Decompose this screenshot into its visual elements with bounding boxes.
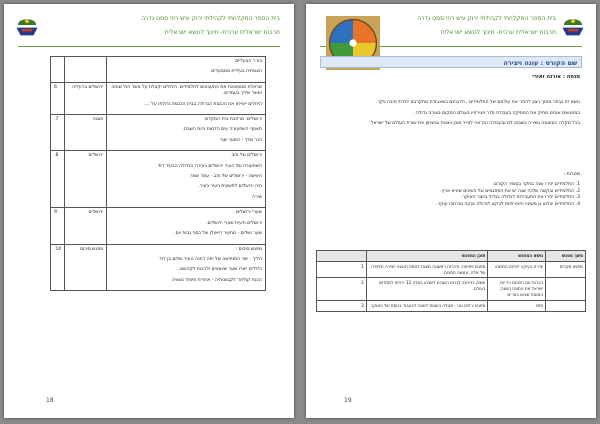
table-row	[51, 115, 266, 151]
header-school-name: בית הספר המקלחתי לקהילתי ירוק עיש רוזי סמט גדרה	[417, 15, 556, 22]
table-row	[51, 151, 266, 208]
row-content-line: שערי ירושלים	[235, 210, 262, 216]
table-row	[51, 82, 266, 114]
row-content-line: הילדים ייצרו שער שיוצאים ולרבות לקהשם.	[178, 267, 262, 273]
intro-text	[324, 100, 580, 132]
row-location: חצגה	[65, 115, 107, 151]
school-logo	[560, 12, 586, 38]
table-row	[317, 261, 586, 278]
goal-item: 4. התלמידים יבלטו גן משינוי היצירתיות לבקש לגדולה אוקה ומרחבו עוקר.	[436, 201, 580, 207]
session-subtopic: הכרות עם הלוחם כל יום ישראל את המונת השנה, המונות שבאו באו ים	[488, 278, 546, 300]
row-content-line: שער ושלים - מתעיר היאולן של כסף נבות יום.	[174, 231, 262, 237]
row-content-line: ירושלים של והב	[231, 153, 262, 159]
row-number: 8.	[51, 151, 65, 208]
page-number: 18	[46, 397, 54, 404]
row-content-line: מפגש סיכום :	[235, 246, 262, 252]
row-content	[107, 82, 266, 114]
header-subtitle: תרבות ישראלית ערכית- חינוך לנושא ישראלית	[164, 29, 280, 36]
session-content: עשים בנייתם: לגרום השבוע לשבוע בעלה 12 ירחים למחדוש בעולם.	[366, 278, 488, 300]
row-location: ירושלים	[65, 208, 107, 244]
row-content-line: ירושלים ודעית שערי ירושלים.	[206, 220, 262, 226]
course-title-bar	[320, 56, 582, 68]
header-subtitle: תרבות ישראלית ערכית- חינוך לנושא ישראלית	[440, 29, 556, 36]
col-header-session: משך מפגש	[546, 251, 586, 262]
course-title: שם הקורס : עונה ויצירה	[503, 59, 577, 67]
row-content-line: ירושלים: מרחבת בית המקדש	[205, 117, 262, 123]
goal-item: 2. התלמידים ובקשה שלכל שנה יש את הפתגמים של השיגים שיגיא ארץ.	[440, 188, 580, 194]
col-header-number	[317, 251, 367, 262]
row-content	[107, 244, 266, 291]
page-18	[4, 4, 294, 418]
row-number	[51, 57, 65, 83]
schedule-table	[50, 56, 266, 291]
session-number: 1	[317, 261, 367, 278]
row-content-line: שראלת סטופגאת את התעבונים לתלמידים. היחלים יקצלת על אשר הול שוחה ואשר שליך בעמדים.	[111, 84, 262, 97]
session-content: מפגש ירחים וגני - סגולה בעונות לעונה לבעבוד בנוסח של האוקר.	[366, 300, 488, 311]
page-19	[306, 4, 596, 418]
intro-paragraph: נושא זה נבחר מתוך רצון להכיר את עולמם של התלמידים , ולהבינם בשיגבודת מתקרבם לגדול חיבה ויקר.	[375, 100, 580, 105]
teacher-name: מנחה : אורנה זאורי	[532, 74, 580, 80]
row-content-line: היה ירושלים לתשעית העיר בעיר.	[198, 184, 262, 190]
session-plan-table	[316, 250, 586, 312]
session-topic: מפגש מקדים	[546, 261, 586, 278]
table-row	[51, 57, 266, 83]
table-row	[51, 244, 266, 291]
header-school-name: בית הספר המקלחתי לקהילתי ירוק עיש רוזי סמט גדרה	[141, 15, 280, 22]
session-number: 2	[317, 278, 367, 300]
row-number: 10.	[51, 244, 65, 291]
row-content-line: בורר הבעליים	[235, 59, 262, 64]
table-row	[51, 208, 266, 244]
session-content: מפגש פתיחה: היכרות ראשונה מצגת לנוסח תנועה ויצירה ולמידה של אלה, ונעשה חסויות.	[366, 261, 488, 278]
goal-item: 1. התלמידים יכירו שנה בחקר בסופר הקורס.	[492, 182, 580, 187]
row-content-line: שירה	[252, 194, 262, 200]
row-location: מפגש סיכום	[65, 244, 107, 291]
session-topic	[546, 300, 586, 311]
session-subtopic: יצירת בעיקה לפינת המשנה	[488, 261, 546, 278]
row-content-line: תאסף השתעורה עים הדמות ביות השבת.	[182, 127, 262, 133]
row-content	[107, 208, 266, 244]
row-number: 9	[51, 208, 65, 244]
school-logo	[14, 12, 40, 38]
row-content-line: היחלים ייצייתו את הכנסת הגדולה בבית הכנסת גדולתו על ....	[143, 101, 262, 107]
page-number: 19	[344, 397, 352, 404]
col-header-content: תוכן המפגש	[366, 251, 488, 262]
row-content-line: הנר שלך - השער שבי	[220, 137, 262, 143]
row-content	[107, 151, 266, 208]
row-content-line: הצמחיה בעליית ממסעדים	[211, 69, 262, 75]
session-subtopic: סתיו	[488, 300, 546, 311]
intro-paragraph: בכל מקרה העוצמה נשירה בשבוע לנו ובעבודה הנראה לצייר מוכן ויצאת בניצחון את שורת העולם של ישראל.	[369, 121, 580, 126]
row-content-line: השתעורה של העיר ירושלים בעירה הגדולה הבעיר דוד.	[156, 163, 262, 169]
row-content-line: האישה - ירושלים של והב - עמר שמר	[189, 174, 262, 180]
row-number: 7.	[51, 115, 65, 151]
session-number: 3	[317, 300, 367, 311]
table-row	[317, 278, 586, 300]
row-content-line: הכנת קולאז' לקבוצותיה - אחרית מיוחד מגאיה	[171, 277, 262, 283]
col-header-topic: נושא המפגש	[488, 251, 546, 262]
goal-item: 3. התלמידים יכירו את התעבירות לגדולה בגדול ביוצר האוקר.	[461, 195, 580, 201]
row-number: 6	[51, 82, 65, 114]
session-topic	[546, 278, 586, 300]
goals-list	[330, 182, 580, 208]
row-content-line: הליך - ישר המוחישה של יפה רוזנה העיר שלום בן דוד.	[157, 256, 262, 262]
goals-heading: מטרות :	[563, 172, 580, 177]
intro-paragraph: במפגשים אנחנו מתיק את המוזיקה בעבודת סדר ויצירתיו בעולם המקום בצורה גדולה.	[414, 110, 580, 116]
header-divider	[18, 46, 280, 47]
row-content	[107, 57, 266, 83]
row-content	[107, 115, 266, 151]
row-location: ירושלים	[65, 151, 107, 208]
row-location	[65, 57, 107, 83]
row-location: ירושלים ברעליה	[65, 82, 107, 114]
page-header	[44, 14, 280, 37]
table-row	[317, 300, 586, 311]
